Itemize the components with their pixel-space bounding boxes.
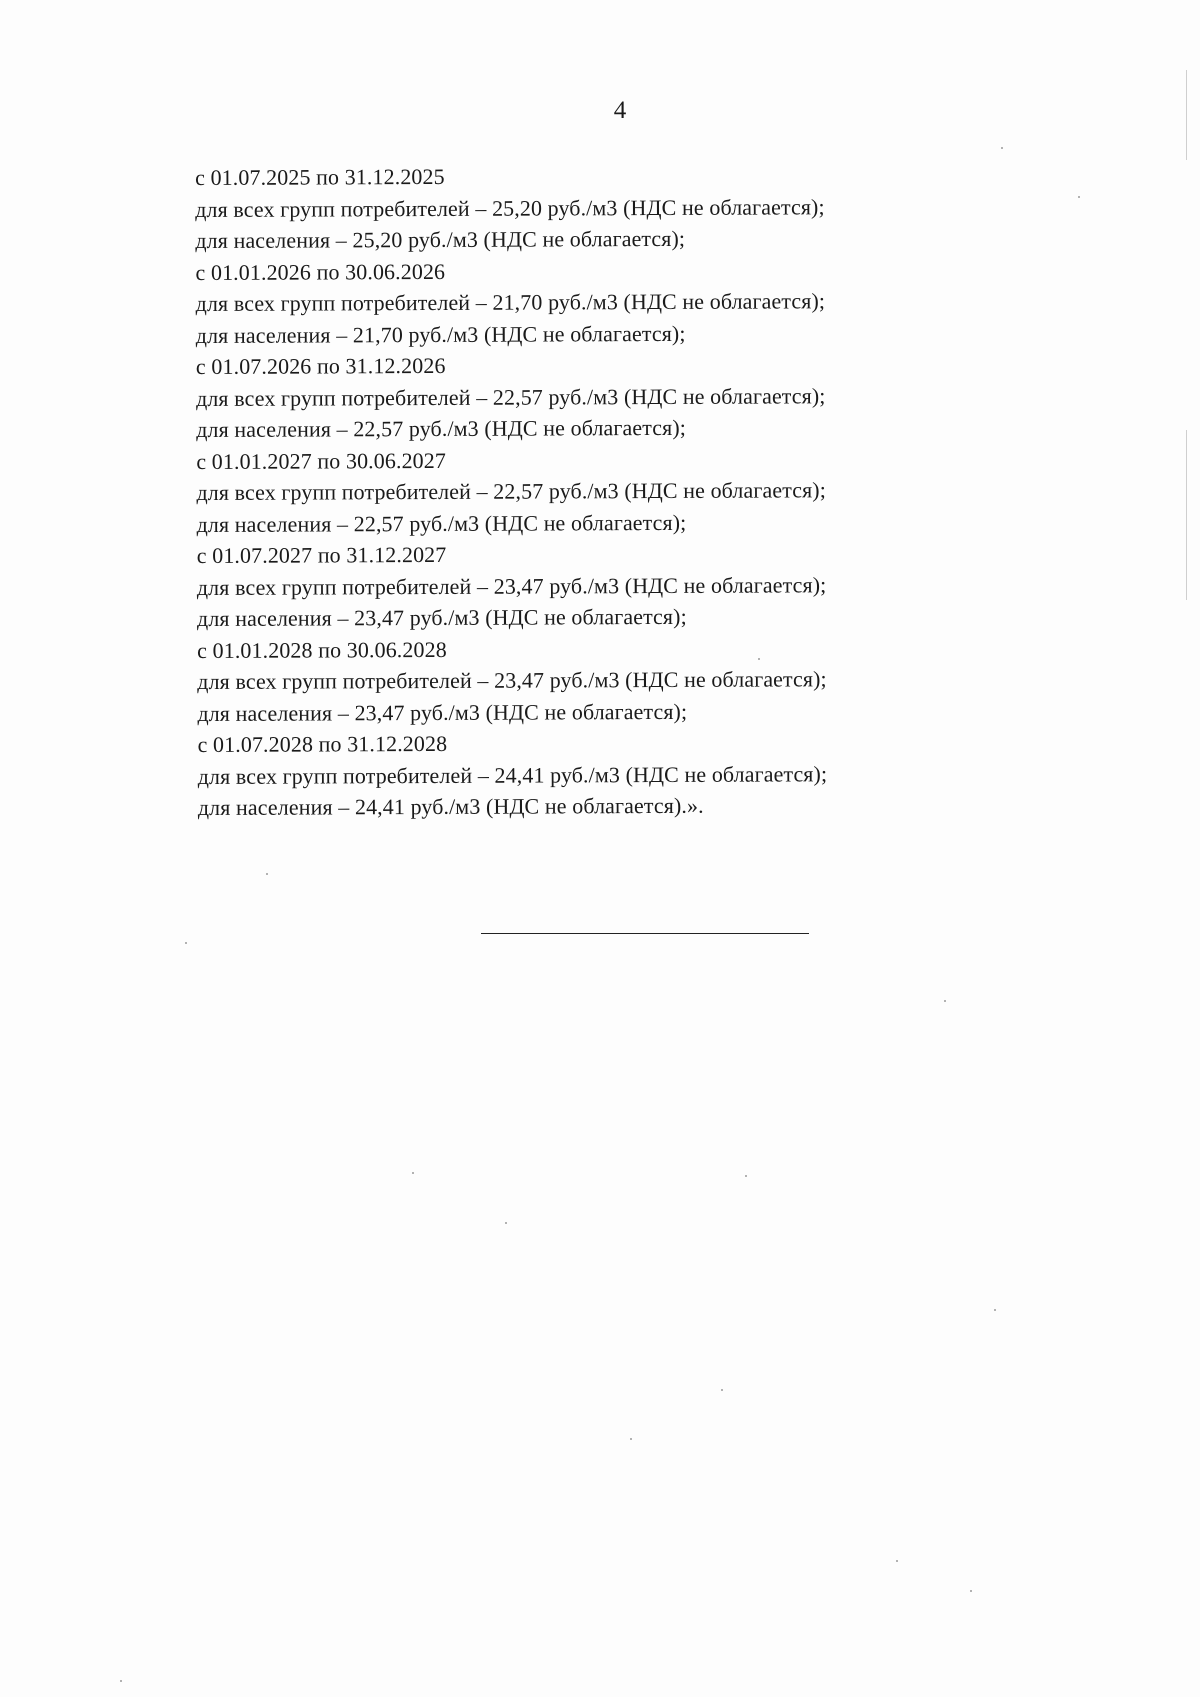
scan-speck [758,658,760,660]
tariff-line-all-groups: для всех групп потребителей – 23,47 руб./м3 (НДС не облагается); [197,666,827,694]
scan-speck [721,1389,723,1391]
tariff-line-all-groups: для всех групп потребителей – 21,70 руб./м3 (НДС не облагается); [195,288,826,316]
period-heading: с 01.07.2026 по 31.12.2026 [195,352,446,379]
tariff-line-population: для населения – 21,70 руб./м3 (НДС не облагается); [195,320,686,348]
period-heading: с 01.07.2028 по 31.12.2028 [197,730,448,757]
scan-edge-mark [1186,430,1187,600]
period-heading: с 01.01.2026 по 30.06.2026 [195,258,446,285]
scan-speck [896,1560,898,1562]
period-heading: с 01.07.2027 по 31.12.2027 [196,541,447,568]
tariff-line-population: для населения – 24,41 руб./м3 (НДС не облагается).». [197,792,704,820]
end-of-document-rule [481,933,809,934]
tariff-line-all-groups: для всех групп потребителей – 22,57 руб./м3 (НДС не облагается); [196,477,826,505]
tariff-line-all-groups: для всех групп потребителей – 23,47 руб./м3 (НДС не облагается); [196,571,827,600]
tariff-text-block [195,159,918,824]
scan-speck [266,873,268,875]
page-number: 4 [613,97,627,124]
scan-speck [120,1680,122,1682]
tariff-line-all-groups: для всех групп потребителей – 25,20 руб./м3 (НДС не облагается); [195,193,825,222]
scan-speck [994,1309,996,1311]
scan-speck [185,942,187,944]
scan-speck [745,1175,747,1177]
period-heading: с 01.01.2027 по 30.06.2027 [196,447,446,474]
tariff-line-population: для населения – 22,57 руб./м3 (НДС не облагается); [196,509,687,537]
tariff-line-population: для населения – 23,47 руб./м3 (НДС не облагается); [197,698,688,726]
tariff-line-population: для населения – 25,20 руб./м3 (НДС не облагается); [195,225,686,253]
tariff-line-population: для населения – 22,57 руб./м3 (НДС не облагается); [196,414,686,442]
tariff-line-population: для населения – 23,47 руб./м3 (НДС не облагается); [196,603,687,631]
scan-edge-mark [1186,70,1187,160]
tariff-line-all-groups: для всех групп потребителей – 24,41 руб./м3 (НДС не облагается); [197,760,828,789]
scan-speck [1001,147,1003,149]
scan-speck [1078,196,1080,198]
scan-speck [412,1172,414,1174]
period-heading: с 01.07.2025 по 31.12.2025 [195,163,445,190]
period-heading: с 01.01.2028 по 30.06.2028 [197,636,447,663]
scan-speck [630,1438,632,1440]
tariff-line-all-groups: для всех групп потребителей – 22,57 руб./м3 (НДС не облагается); [195,382,826,411]
scan-speck [505,1222,507,1224]
scan-speck [944,1000,946,1002]
scan-speck [970,1590,972,1592]
